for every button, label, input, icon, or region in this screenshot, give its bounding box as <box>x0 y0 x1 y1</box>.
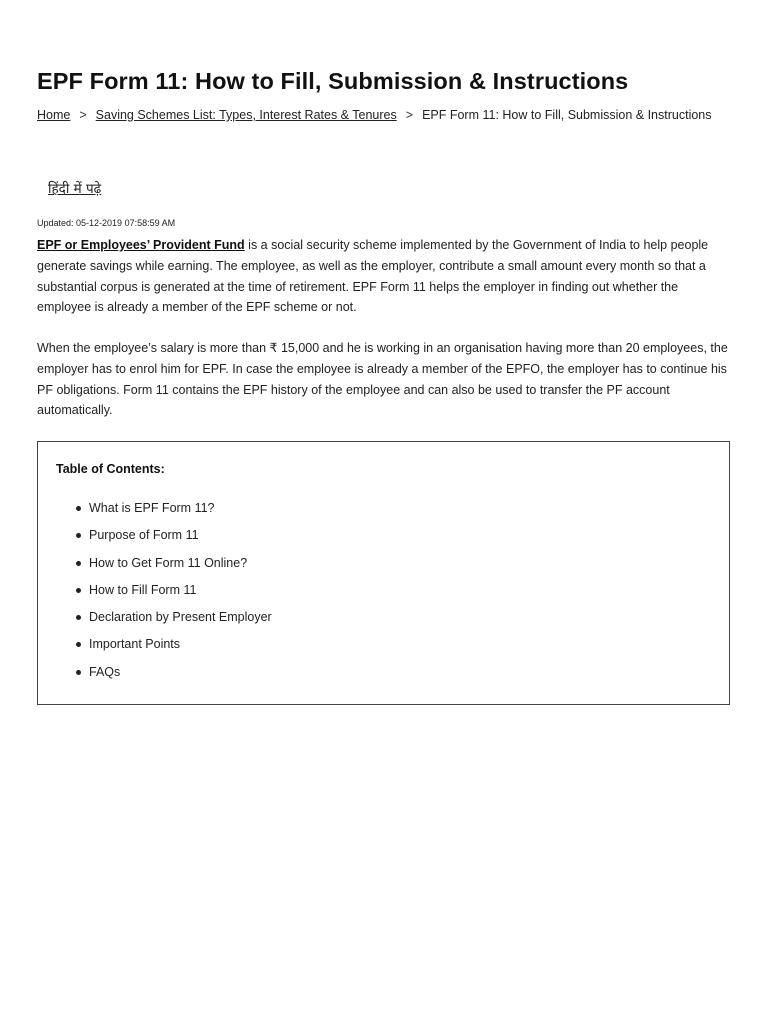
bullet-icon <box>76 588 81 593</box>
toc-item-label: How to Get Form 11 Online? <box>89 555 248 570</box>
epf-link[interactable]: EPF or Employees’ Provident Fund <box>37 238 245 252</box>
bullet-icon <box>76 506 81 511</box>
bullet-icon <box>76 615 81 620</box>
toc-item-what-is-form-11[interactable] <box>89 500 272 527</box>
intro-paragraph <box>37 235 732 318</box>
toc-item-label: Important Points <box>89 637 181 652</box>
breadcrumb-current: EPF Form 11: How to Fill, Submission & Instructions <box>422 108 712 122</box>
toc-item-label: Purpose of Form 11 <box>89 528 199 543</box>
breadcrumb <box>37 108 712 122</box>
toc-item-how-to-fill[interactable] <box>89 582 272 609</box>
read-in-hindi-link[interactable]: हिंदी में पढ़े <box>48 181 102 197</box>
toc-item-label: How to Fill Form 11 <box>89 582 197 597</box>
breadcrumb-separator-icon: > <box>79 108 87 122</box>
updated-timestamp: Updated: 05-12-2019 07:58:59 AM <box>37 218 176 228</box>
toc-item-important-points[interactable] <box>89 636 272 663</box>
breadcrumb-separator-icon: > <box>405 108 414 122</box>
toc-title: Table of Contents: <box>56 462 165 476</box>
page-title: EPF Form 11: How to Fill, Submission & Instructions <box>37 68 629 94</box>
table-of-contents <box>37 441 730 705</box>
breadcrumb-home-link[interactable]: Home <box>37 108 71 122</box>
bullet-icon <box>76 670 81 675</box>
bullet-icon <box>76 642 81 647</box>
bullet-icon <box>76 533 81 538</box>
bullet-icon <box>76 561 81 566</box>
salary-paragraph: When the employee’s salary is more than ₹ 15,000 and he is working in an organisation having more than 20 employees, the employer has to enrol him for EPF. In case the employee is already a member of the EPFO, the employer has to continue his PF obligations. Form 11 contains the EPF history of the employee and can also be used to transfer the PF account automatically. <box>37 341 728 418</box>
toc-item-label: FAQs <box>89 664 121 679</box>
toc-item-label: What is EPF Form 11? <box>89 501 215 515</box>
toc-item-faqs[interactable] <box>89 664 272 691</box>
toc-item-label: Declaration by Present Employer <box>89 610 272 625</box>
breadcrumb-parent-link[interactable]: Saving Schemes List: Types, Interest Rates & Tenures <box>95 108 397 122</box>
toc-list <box>89 500 272 691</box>
toc-item-get-online[interactable] <box>89 555 272 582</box>
toc-item-declaration[interactable] <box>89 609 272 636</box>
toc-item-purpose[interactable] <box>89 527 272 554</box>
intro-paragraph-text: is a social security scheme implemented by the Government of India to help people generate savings while earning. The employee, as well as the employer, contribute a small amount every month so that a substantial corpus is generated at the time of retirement. EPF Form 11 helps the employer in finding out whether the employee is already a member of the EPF scheme or not. <box>37 238 709 315</box>
